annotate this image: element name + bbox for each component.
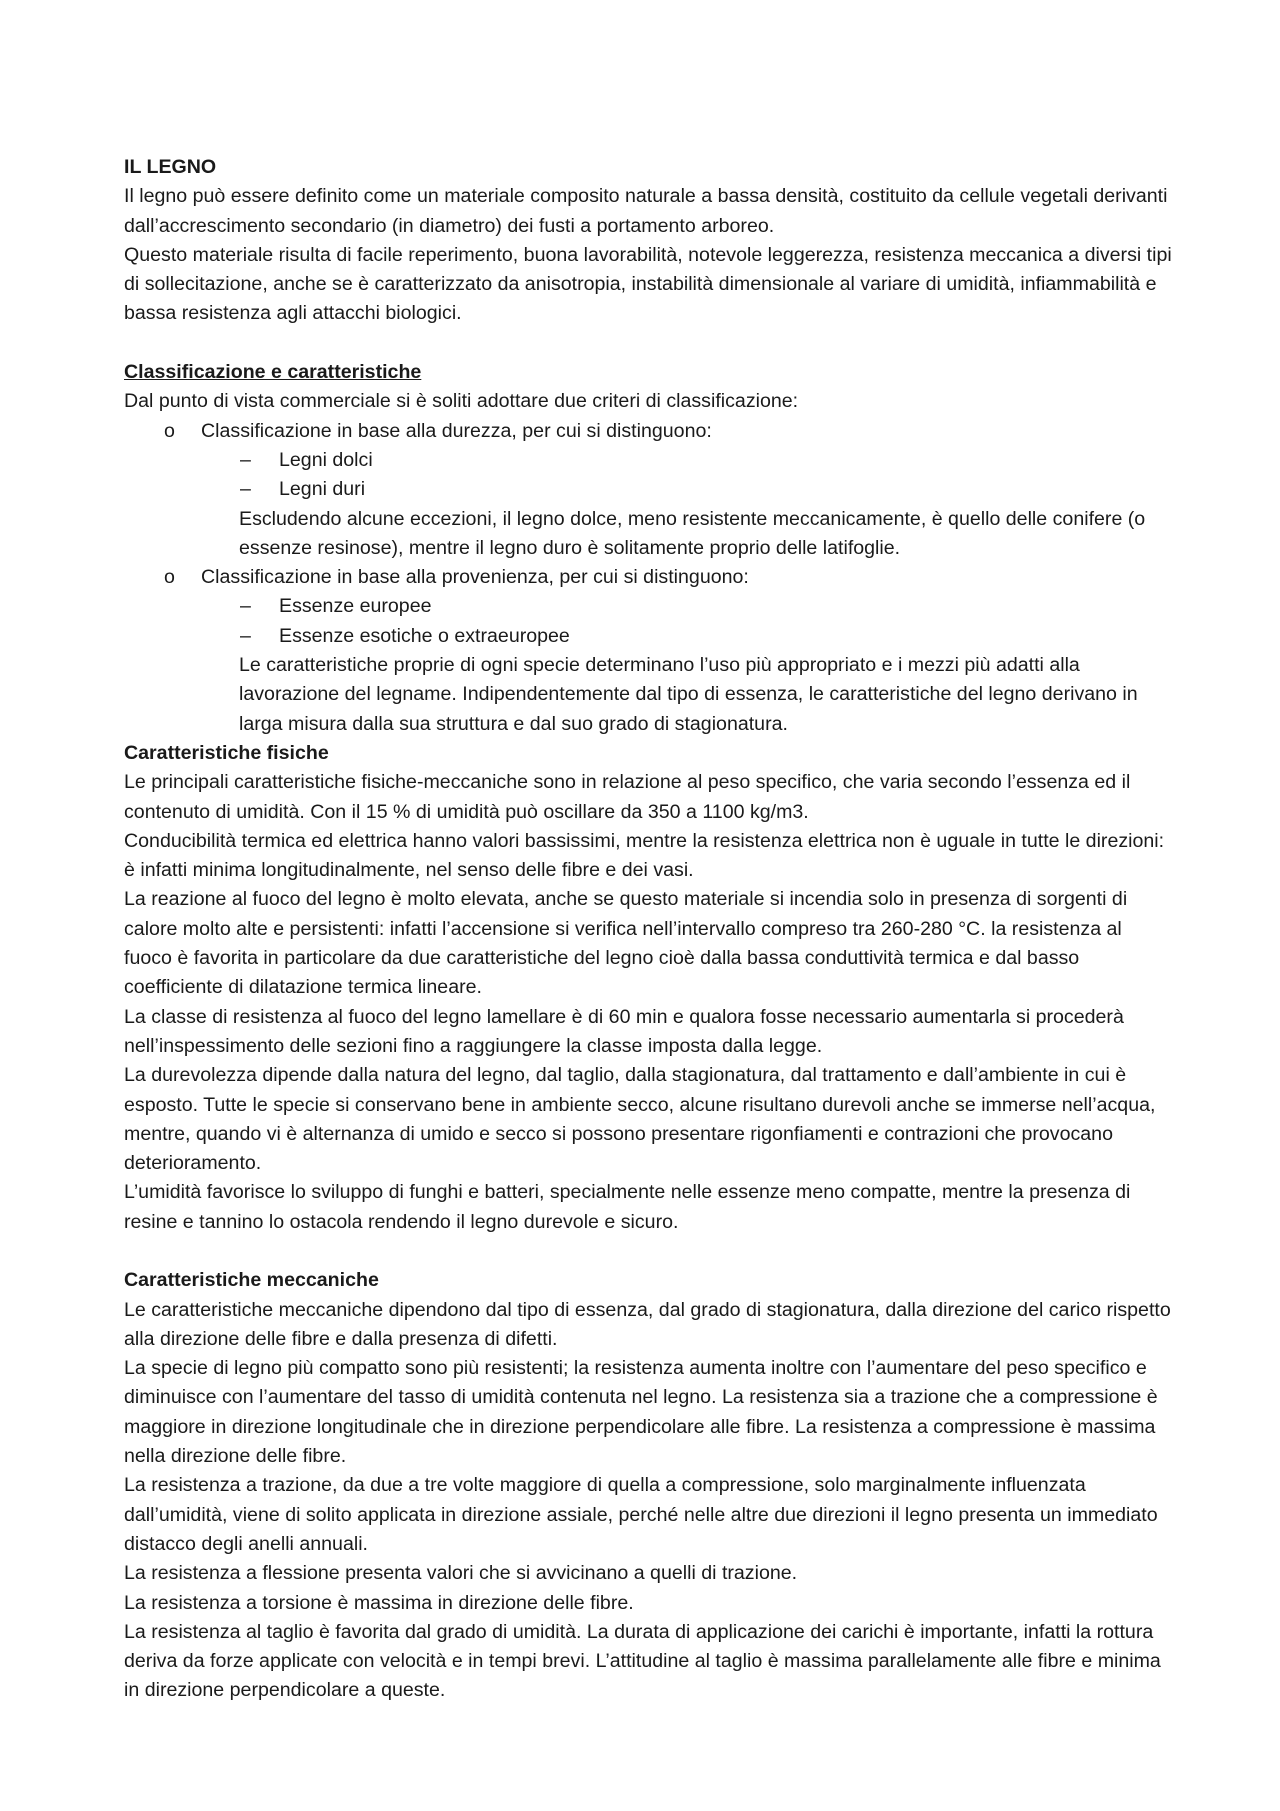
dash-bullet-icon: – [240,624,251,647]
sub-list-item [124,592,1174,621]
mechanical-paragraph: La resistenza a torsione è massima in direzione delle fibre. [124,1591,634,1614]
section-heading-classification: Classificazione e caratteristiche [124,361,422,384]
dash-bullet-icon: – [240,448,251,471]
criterion-item [124,563,1174,592]
criterion-label: Classificazione in base alla durezza, per cui si distinguono: [201,419,712,442]
spacer [124,1237,1174,1266]
mechanical-paragraph: La resistenza al taglio è favorita dal grado di umidità. La durata di applicazione dei carichi è importante, infatti la rottura deriva da forze applicate con velocità e in tempi brevi. L’attitudine al taglio è massima parallelamente alle fibre e minima in direzione perpendicolare a queste. [124,1620,1161,1702]
mechanical-paragraph: La specie di legno più compatto sono più resistenti; la resistenza aumenta inoltre con l’aumentare del peso specifico e diminuisce con l’aumentare del tasso di umidità contenuta nel legno. La resistenza sia a trazione che a compressione è maggiore in direzione longitudinale che in direzione perpendicolare alle fibre. La resistenza a compressione è massima nella direzione delle fibre. [124,1357,1158,1468]
physical-paragraph: L’umidità favorisce lo sviluppo di funghi e batteri, specialmente nelle essenze meno compatte, mentre la presenza di resine e tannino lo ostacola rendendo il legno durevole e sicuro. [124,1181,1131,1233]
physical-paragraph: Conducibilità termica ed elettrica hanno valori bassissimi, mentre la resistenza elettrica non è uguale in tutte le direzioni: è infatti minima longitudinalmente, nel senso delle fibre e dei vasi. [124,829,1165,882]
criterion-label: Classificazione in base alla provenienza, per cui si distinguono: [201,566,749,589]
section-heading-mechanical: Caratteristiche meccaniche [124,1269,379,1292]
physical-paragraph: Le principali caratteristiche fisiche-meccaniche sono in relazione al peso specifico, che varia secondo l’essenza ed il contenuto di umidità. Con il 15 % di umidità può oscillare da 350 a 1100 kg/m3. [124,771,1131,823]
intro-paragraph: Questo materiale risulta di facile reperimento, buona lavorabilità, notevole leggerezza, resistenza meccanica a diversi tipi di sollecitazione, anche se è caratterizzato da anisotropia, instabilità dimensionale al variare di umidità, infiammabilità e bassa resistenza agli attacchi biologici. [124,243,1172,325]
document-page [124,153,1174,1706]
sub-list-label: Essenze esotiche o extraeuropee [279,624,570,647]
mechanical-paragraph: La resistenza a trazione, da due a tre volte maggiore di quella a compressione, solo marginalmente influenzata dall’umidità, viene di solito applicata in direzione assiale, perché nelle altre due direzioni il legno presenta un immediato distacco degli anelli annuali. [124,1474,1158,1555]
dash-bullet-icon: – [240,478,251,501]
criterion-note: Escludendo alcune eccezioni, il legno dolce, meno resistente meccanicamente, è quello delle conifere (o essenze resinose), mentre il legno duro è solitamente proprio delle latifoglie. [239,507,1146,559]
sub-list-item [124,622,1174,651]
bullet-circle-icon: o [164,419,175,442]
classification-intro: Dal punto di vista commerciale si è soliti adottare due criteri di classificazione: [124,390,799,413]
physical-paragraph: La durevolezza dipende dalla natura del legno, dal taglio, dalla stagionatura, dal trattamento e dall’ambiente in cui è esposto. Tutte le specie si conservano bene in ambiente secco, alcune risultano durevoli anche se immerse nell’acqua, mentre, quando vi è alternanza di umido e secco si possono presentare rigonfiamenti e contrazioni che provocano deterioramento. [124,1064,1156,1175]
mechanical-paragraph: La resistenza a flessione presenta valori che si avvicinano a quelli di trazione. [124,1562,798,1585]
document-title: IL LEGNO [124,156,217,178]
section-heading-physical: Caratteristiche fisiche [124,741,329,764]
physical-paragraph: La reazione al fuoco del legno è molto elevata, anche se questo materiale si incendia solo in presenza di sorgenti di calore molto alte e persistenti: infatti l’accensione si verifica nell’intervallo compreso tra 260-280 °C. la resistenza al fuoco è favorita in particolare da due caratteristiche del legno cioè dalla bassa conduttività termica e dal basso coefficiente di dilatazione termica lineare. [124,888,1128,999]
sub-list-label: Legni duri [279,478,366,501]
bullet-circle-icon: o [164,566,175,589]
criterion-item [124,417,1174,446]
dash-bullet-icon: – [240,595,251,618]
sub-list-label: Legni dolci [279,448,373,471]
sub-list-item [124,475,1174,504]
sub-list-item [124,446,1174,475]
criterion-note: Le caratteristiche proprie di ogni specie determinano l’uso più appropriato e i mezzi più adatti alla lavorazione del legname. Indipendentemente dal tipo di essenza, le caratteristiche del legno derivano in larga misura dalla sua struttura e dal suo grado di stagionatura. [239,654,1138,735]
physical-paragraph: La classe di resistenza al fuoco del legno lamellare è di 60 min e qualora fosse necessario aumentarla si procederà nell’inspessimento delle sezioni fino a raggiungere la classe imposta dalla legge. [124,1005,1124,1057]
sub-list-label: Essenze europee [279,595,432,618]
spacer [124,329,1174,358]
intro-paragraph: Il legno può essere definito come un materiale composito naturale a bassa densità, costituito da cellule vegetali derivanti dall’accrescimento secondario (in diametro) dei fusti a portamento arboreo. [124,185,1168,237]
mechanical-paragraph: Le caratteristiche meccaniche dipendono dal tipo di essenza, dal grado di stagionatura, dalla direzione del carico rispetto alla direzione delle fibre e dalla presenza di difetti. [124,1298,1171,1350]
